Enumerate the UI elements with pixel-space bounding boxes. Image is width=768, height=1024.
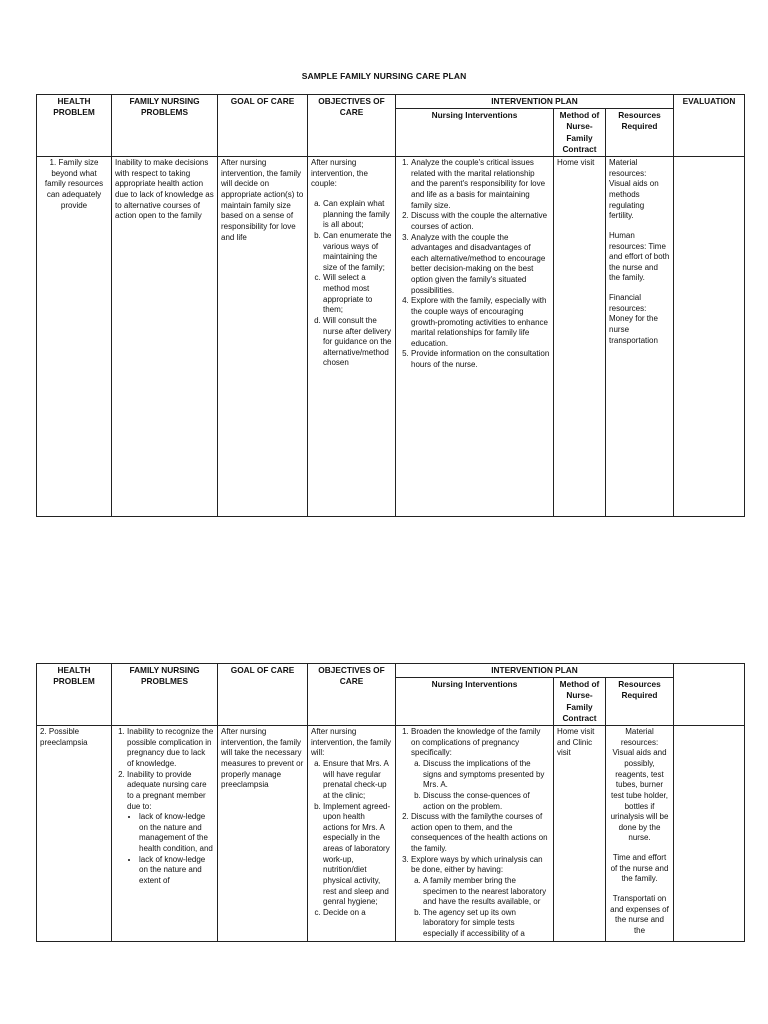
goal-of-care-cell: After nursing intervention, the family will take the necessary measures to prevent or properly manage preeclampsia: [218, 726, 308, 942]
objective-item: b. Can enumerate the various ways of maintaining the size of the family;: [323, 231, 392, 274]
objective-item: c. Will select a method most appropriate to them;: [323, 273, 392, 316]
header-resources-required: Resources Required: [606, 109, 674, 157]
objective-item: b. Implement agreed-upon health actions for Mrs. A especially in the areas of laboratory work-up, nutrition/diet physical activity, rest and sleep and genral hygiene;: [323, 802, 392, 908]
method-cell: Home visit: [554, 157, 606, 517]
header-resources-required: Resources Required: [606, 678, 674, 726]
header-method-of-contract: Method of Nurse-Family Contract: [554, 678, 606, 726]
intervention-item: [411, 855, 550, 940]
resource-human: Human resources: Time and effort of both the nurse and the family.: [609, 230, 670, 283]
objectives-list: [311, 199, 392, 369]
header-objectives-of-care: OBJECTIVES OF CARE: [308, 95, 396, 157]
objective-item: a. Ensure that Mrs. A will have regular prenatal check-up at the clinic;: [323, 759, 392, 802]
header-goal-of-care: GOAL OF CARE: [218, 95, 308, 157]
intervention-subitem: b. The agency set up its own laboratory for simple tests especially if accessibility of a: [423, 908, 550, 940]
resources-cell: [606, 157, 674, 517]
objectives-cell: [308, 726, 396, 942]
intervention-text: Broaden the knowledge of the family on complications of pregnancy specifically:: [411, 727, 541, 758]
header-family-nursing-problems: FAMILY NURSING PROBLMES: [112, 664, 218, 726]
health-problem-cell: 2. Possible preeclampsia: [37, 726, 112, 942]
intervention-item: 3. Analyze with the couple the advantages and disadvantages of each alternative/method to encourage better decision-making on the best option given the family's situated possibilities.: [411, 233, 550, 297]
header-evaluation-empty: [674, 664, 745, 726]
objectives-list: [311, 759, 392, 918]
objective-item: d. Will consult the nurse after delivery for guidance on the alternative/method chosen: [323, 316, 392, 369]
header-evaluation: EVALUATION: [674, 95, 745, 157]
header-goal-of-care: GOAL OF CARE: [218, 664, 308, 726]
intervention-sublist: [411, 759, 550, 812]
document-title: SAMPLE FAMILY NURSING CARE PLAN: [301, 71, 467, 81]
header-method-of-contract: Method of Nurse-Family Contract: [554, 109, 606, 157]
family-nursing-problem-cell: [112, 726, 218, 942]
objectives-intro: After nursing intervention, the couple:: [311, 158, 368, 189]
intervention-item: 2. Discuss with the familythe courses of action open to them, and the consequences of the health actions on the family.: [411, 812, 550, 855]
family-problem-text: Inability to provide adequate nursing care to a pregnant member due to:: [127, 769, 207, 811]
goal-of-care-cell: After nursing intervention, the family will decide on appropriate action(s) to maintain family size based on a sense of responsibility for love and life: [218, 157, 308, 517]
header-nursing-interventions: Nursing Interventions: [396, 678, 554, 726]
family-problem-sublist: [127, 812, 214, 886]
intervention-text: Explore ways by which urinalysis can be done, either by having:: [411, 854, 543, 875]
header-family-nursing-problems: FAMILY NURSING PROBLEMS: [112, 95, 218, 157]
method-cell: Home visit and Clinic visit: [554, 726, 606, 942]
family-problem-item: 1. Inability to recognize the possible complication in pregnancy due to lack of knowledge.: [127, 727, 214, 770]
health-problem-cell: 1. Family size beyond what family resources can adequately provide: [37, 157, 112, 517]
resource-material: Material resources: Visual aids on methods regulating fertility.: [609, 158, 659, 221]
objective-item: c. Decide on a: [323, 908, 392, 919]
intervention-item: 5. Provide information on the consultation hours of the nurse.: [411, 349, 550, 370]
header-intervention-plan: INTERVENTION PLAN: [396, 664, 674, 678]
objectives-intro: After nursing intervention, the family will:: [311, 727, 392, 758]
intervention-item: [411, 727, 550, 812]
header-intervention-plan: INTERVENTION PLAN: [396, 95, 674, 109]
family-problem-subitem: • lack of know-ledge on the nature and extent of: [139, 855, 214, 887]
family-problems-list: [115, 727, 214, 886]
header-health-problem: HEALTH PROBLEM: [37, 664, 112, 726]
objective-item: a. Can explain what planning the family is all about;: [323, 199, 392, 231]
family-nursing-problem-cell: Inability to make decisions with respect to taking appropriate health action due to lack of knowledge as to alternative courses of action open to the family: [112, 157, 218, 517]
nursing-interventions-cell: [396, 726, 554, 942]
care-plan-table-2: [36, 663, 745, 942]
nursing-interventions-cell: [396, 157, 554, 517]
intervention-subitem: b. Discuss the conse-quences of action on the problem.: [423, 791, 550, 812]
resource-human: Time and effort of the nurse and the family.: [610, 853, 669, 884]
evaluation-cell: [674, 157, 745, 517]
objectives-cell: [308, 157, 396, 517]
evaluation-cell: [674, 726, 745, 942]
resources-cell: [606, 726, 674, 942]
intervention-item: 2. Discuss with the couple the alternative courses of action.: [411, 211, 550, 232]
resource-material: Material resources: Visual aids and possibly, reagents, test tubes, burner test tube holder, bottles if urinalysis will be done by the nurse.: [610, 727, 669, 843]
intervention-sublist: [411, 876, 550, 940]
header-nursing-interventions: Nursing Interventions: [396, 109, 554, 157]
header-health-problem: HEALTH PROBLEM: [37, 95, 112, 157]
resource-financial: Financial resources: Money for the nurse transportation: [609, 293, 658, 345]
family-problem-subitem: • lack of know-ledge on the nature and management of the health condition, and: [139, 812, 214, 855]
family-problem-item: [127, 770, 214, 887]
interventions-list: [399, 158, 550, 371]
intervention-subitem: a. Discuss the implications of the signs and symptoms presented by Mrs. A.: [423, 759, 550, 791]
intervention-item: 1. Analyze the couple's critical issues related with the marital relationship and the parent's responsibility for love and life as a basis for maintaining family size.: [411, 158, 550, 211]
interventions-list: [399, 727, 550, 940]
resource-financial: Transportati on and expenses of the nurse and the: [610, 893, 669, 935]
intervention-item: 4. Explore with the family, especially with the couple ways of encouraging growth-promoting activities to enhance marital relationships for family life education.: [411, 296, 550, 349]
header-objectives-of-care: OBJECTIVES OF CARE: [308, 664, 396, 726]
care-plan-table-1: [36, 94, 745, 517]
intervention-subitem: a. A family member bring the specimen to the nearest laboratory and have the results available, or: [423, 876, 550, 908]
